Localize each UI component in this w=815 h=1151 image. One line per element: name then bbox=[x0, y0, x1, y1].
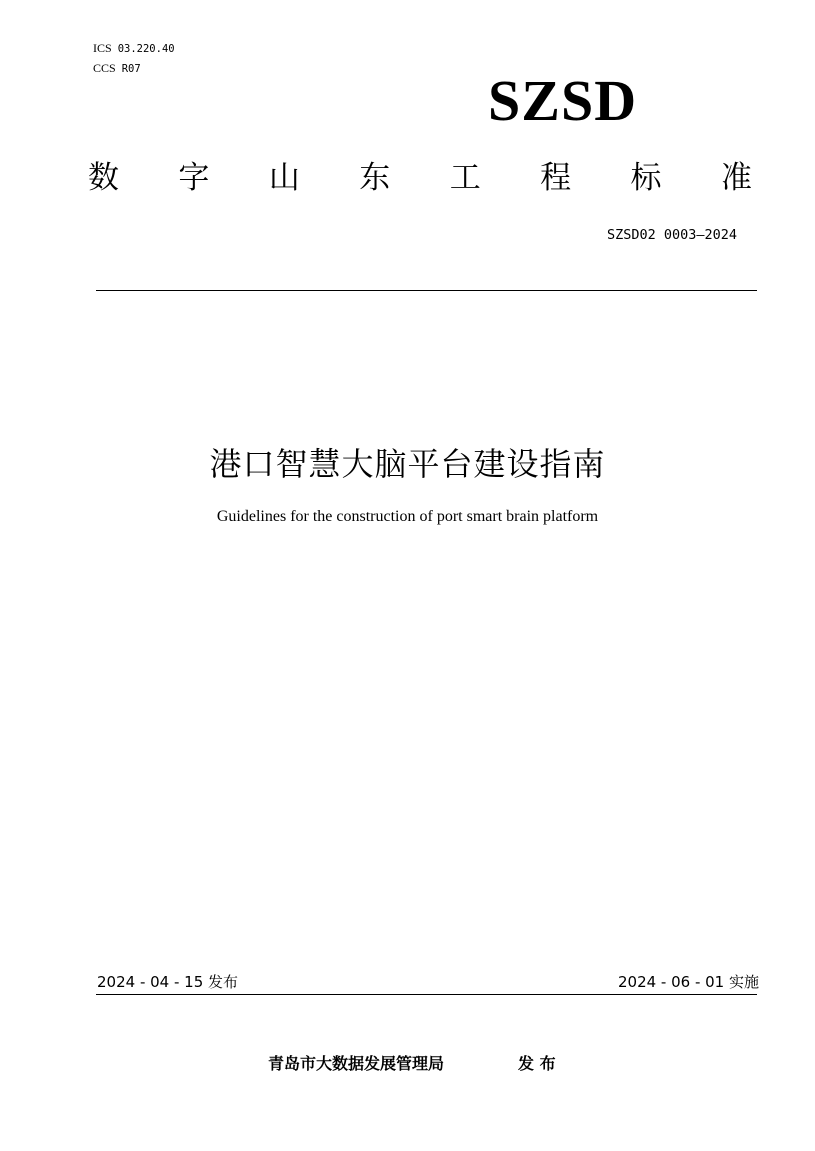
standard-type-char: 东 bbox=[359, 160, 391, 196]
implement-date: 2024 - 06 - 01 实施 bbox=[617, 973, 759, 991]
bottom-divider bbox=[96, 994, 757, 995]
standard-type-char: 工 bbox=[449, 160, 481, 196]
publisher-name: 青岛市大数据发展管理局 bbox=[268, 1054, 445, 1073]
standard-type-char: 准 bbox=[720, 160, 752, 196]
standard-type-char: 程 bbox=[540, 160, 572, 196]
standard-type-char: 山 bbox=[268, 160, 300, 196]
standard-type-char: 标 bbox=[630, 160, 662, 196]
ccs-value: R07 bbox=[121, 63, 141, 75]
document-title-chinese: 港口智慧大脑平台建设指南 bbox=[209, 445, 606, 483]
standard-type-heading bbox=[88, 155, 752, 201]
document-title-english: Guidelines for the construction of port smart brain platform bbox=[216, 508, 599, 525]
ics-line bbox=[93, 41, 175, 56]
ccs-label: CCS bbox=[93, 61, 116, 75]
brand-logo-text: SZSD bbox=[488, 68, 638, 133]
top-divider bbox=[96, 290, 757, 291]
ics-label: ICS bbox=[93, 41, 112, 55]
standard-type-char: 数 bbox=[88, 160, 119, 196]
standard-type-char: 字 bbox=[178, 160, 210, 196]
ccs-line bbox=[93, 61, 141, 76]
publisher-suffix: 发 布 bbox=[518, 1054, 556, 1073]
publish-date: 2024 - 04 - 15 发布 bbox=[97, 973, 239, 991]
ics-value: 03.220.40 bbox=[117, 43, 175, 55]
standard-code: SZSD02 0003—2024 bbox=[606, 227, 737, 243]
